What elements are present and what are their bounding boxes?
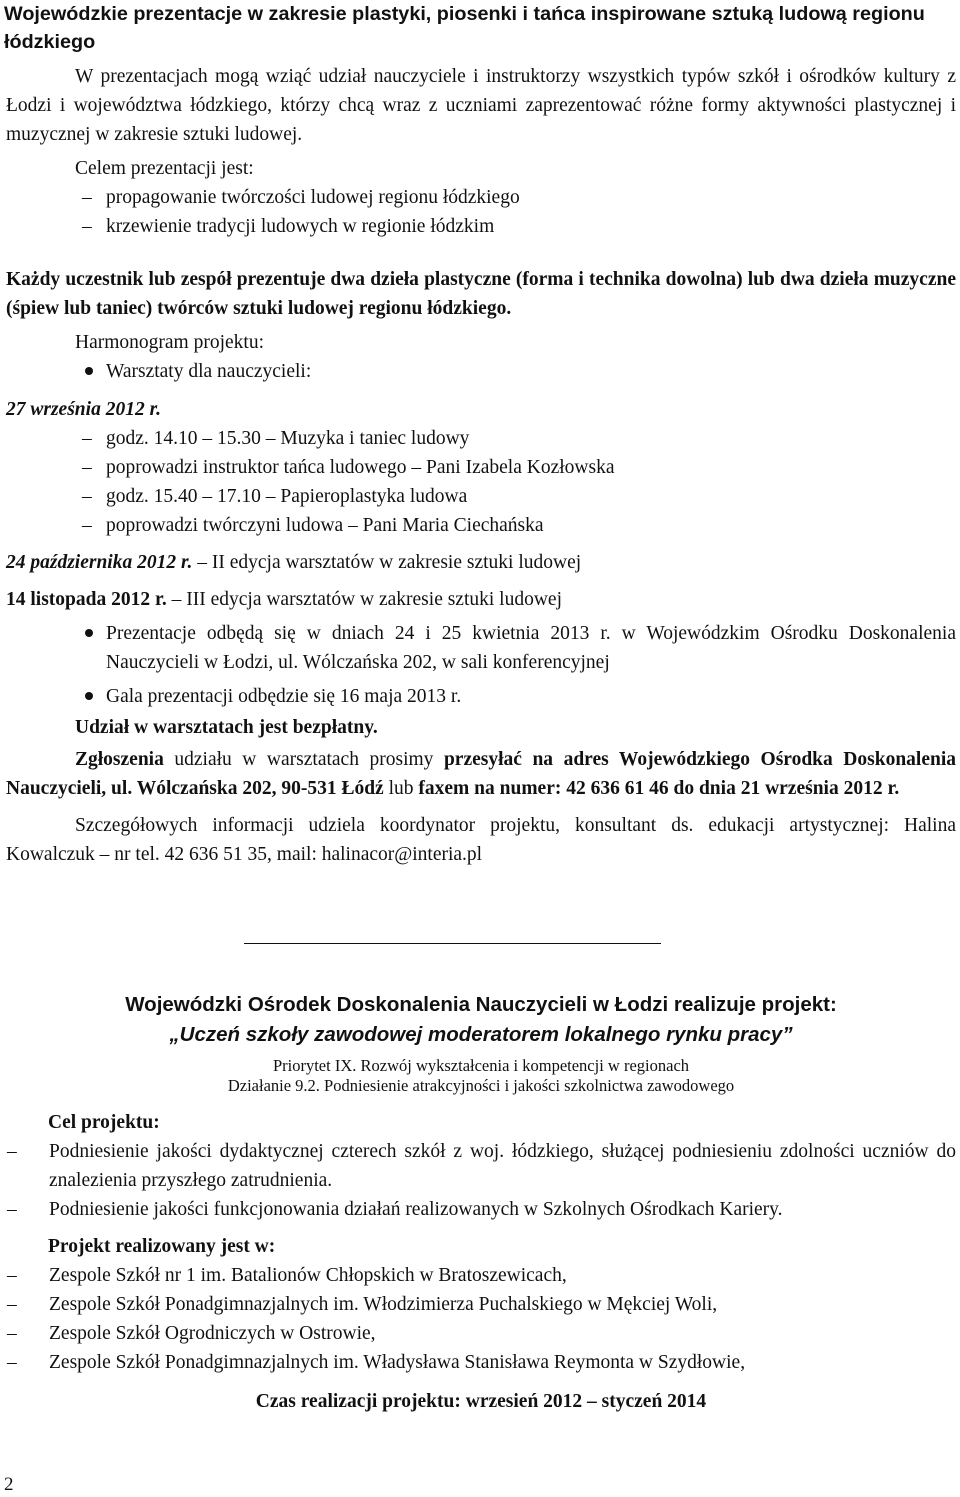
project-intro: Wojewódzki Ośrodek Doskonalenia Nauczycieli w Łodzi realizuje projekt: bbox=[125, 993, 837, 1016]
contact-info: Szczegółowych informacji udziela koordynator projektu, konsultant ds. edukacji artystycznej: Halina Kowalczuk – nr tel. 42 636 51 35, mail: halinacor@interia.pl bbox=[6, 815, 956, 865]
free-participation: Udział w warsztatach jest bezpłatny. bbox=[75, 717, 378, 738]
apply-text-2: udziału w warsztatach prosimy bbox=[163, 749, 444, 770]
goal-heading: Celem prezentacji jest: bbox=[75, 158, 254, 179]
session-1-time: – godz. 14.10 – 15.30 – Muzyka i taniec ludowy bbox=[6, 424, 956, 453]
page-title: Wojewódzkie prezentacje w zakresie plastyki, piosenki i tańca inspirowane sztuką ludową regionu łódzkiego bbox=[4, 3, 925, 53]
date-2-text: – II edycja warsztatów w zakresie sztuki ludowej bbox=[192, 552, 582, 573]
separator-line bbox=[244, 943, 661, 944]
action-line: Działanie 9.2. Podniesienie atrakcyjności i jakości szkolnictwa zawodowego bbox=[227, 1076, 735, 1095]
aim-heading: Cel projektu: bbox=[48, 1112, 160, 1133]
project-duration: Czas realizacji projektu: wrzesień 2012 – styczeń 2014 bbox=[255, 1391, 707, 1412]
apply-address: przesyłać na adres Wojewódzkiego Ośrodka Doskonalenia Nauczycieli, ul. Wólczańska 202, 90-531 Łódź bbox=[6, 749, 957, 799]
date-3-text: – III edycja warsztatów w zakresie sztuki ludowej bbox=[166, 589, 562, 610]
aim-item: – Podniesienie jakości dydaktycznej czterech szkół z woj. łódzkiego, służącej podniesieniu zdolności uczniów do znalezienia przyszłego zatrudnienia. bbox=[6, 1137, 956, 1195]
school-item: – Zespole Szkół nr 1 im. Batalionów Chłopskich w Bratoszewicach, bbox=[6, 1261, 956, 1290]
event-section bbox=[6, 62, 956, 869]
apply-text-1: Zgłoszenia bbox=[75, 749, 164, 770]
date-2: 24 października 2012 r. bbox=[6, 552, 193, 573]
school-item: – Zespole Szkół Ponadgimnazjalnych im. Władysława Stanisława Reymonta w Szydłowie, bbox=[6, 1348, 956, 1377]
page-number: 2 bbox=[4, 1474, 14, 1495]
session-2-lead: – poprowadzi twórczyni ludowa – Pani Maria Ciechańska bbox=[6, 511, 956, 540]
goal-item: – propagowanie twórczości ludowej regionu łódzkiego bbox=[6, 183, 956, 212]
apply-fax: faxem na numer: 42 636 61 46 do dnia 21 września 2012 r. bbox=[418, 778, 900, 799]
apply-text-4: lub bbox=[383, 778, 419, 799]
project-section bbox=[6, 990, 956, 1416]
session-1-lead: – poprowadzi instruktor tańca ludowego – Pani Izabela Kozłowska bbox=[6, 453, 956, 482]
date-2-line bbox=[6, 548, 956, 577]
project-name: „Uczeń szkoły zawodowej moderatorem lokalnego rynku pracy” bbox=[169, 1023, 793, 1046]
priority-line: Priorytet IX. Rozwój wykształcenia i kompetencji w regionach bbox=[272, 1056, 690, 1075]
goal-item: – krzewienie tradycji ludowych w regionie łódzkim bbox=[6, 212, 956, 241]
gala-info: Gala prezentacji odbędzie się 16 maja 2013 r. bbox=[6, 682, 956, 711]
date-1: 27 września 2012 r. bbox=[6, 399, 161, 420]
school-item: – Zespole Szkół Ponadgimnazjalnych im. Włodzimierza Puchalskiego w Mękciej Woli, bbox=[6, 1290, 956, 1319]
application-info bbox=[6, 745, 956, 803]
where-heading: Projekt realizowany jest w: bbox=[48, 1236, 276, 1257]
session-2-time: – godz. 15.40 – 17.10 – Papieroplastyka ludowa bbox=[6, 482, 956, 511]
date-3-line bbox=[6, 585, 956, 614]
workshops-label: Warsztaty dla nauczycieli: bbox=[6, 357, 956, 386]
aim-item: – Podniesienie jakości funkcjonowania działań realizowanych w Szkolnych Ośrodkach Kariery. bbox=[6, 1195, 956, 1224]
schedule-heading: Harmonogram projektu: bbox=[75, 332, 264, 353]
presentations-info: Prezentacje odbędą się w dniach 24 i 25 kwietnia 2013 r. w Wojewódzkim Ośrodku Doskonalenia Nauczycieli w Łodzi, ul. Wólczańska 202, w sali konferencyjnej bbox=[6, 619, 956, 677]
school-item: – Zespole Szkół Ogrodniczych w Ostrowie, bbox=[6, 1319, 956, 1348]
participant-rule: Każdy uczestnik lub zespół prezentuje dwa dzieła plastyczne (forma i technika dowolna) lub dwa dzieła muzyczne (śpiew lub taniec) twórców sztuki ludowej regionu łódzkiego. bbox=[6, 269, 956, 319]
date-3: 14 listopada 2012 r. bbox=[6, 589, 167, 610]
intro-paragraph: W prezentacjach mogą wziąć udział nauczyciele i instruktorzy wszystkich typów szkół i ośrodków kultury z Łodzi i województwa łódzkiego, którzy chcą wraz z uczniami zaprezentować różne formy aktywności plastycznej i muzycznej w zakresie sztuki ludowej. bbox=[6, 66, 956, 145]
